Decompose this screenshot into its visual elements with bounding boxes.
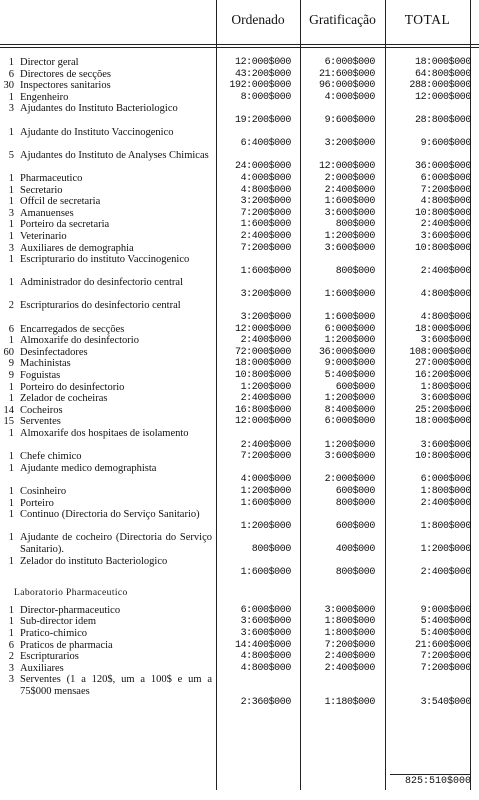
row-label: Desinfectadores: [20, 346, 88, 358]
gratificacao-value: 1:200$000: [324, 230, 375, 242]
row-description: [0, 405, 212, 417]
row-description: [0, 663, 212, 675]
total-value: 2:400$000: [420, 567, 471, 579]
table-row: [0, 347, 479, 359]
row-quantity: 1: [8, 219, 14, 231]
row-description: [0, 486, 212, 498]
ordenado-value: 1:600$000: [240, 567, 291, 579]
row-description: [0, 428, 212, 440]
total-value: 18:000$000: [414, 323, 471, 335]
ordenado-value: 4:000$000: [240, 172, 291, 184]
gratificacao-value: 9:600$000: [324, 114, 375, 126]
gratificacao-value: 800$000: [335, 497, 375, 509]
row-description: [0, 57, 212, 69]
ordenado-value: 3:200$000: [240, 196, 291, 208]
row-quantity: 1: [8, 428, 14, 439]
row-quantity: 9: [8, 358, 14, 370]
ordenado-value: 2:400$000: [240, 393, 291, 405]
gratificacao-value: 3:600$000: [324, 242, 375, 254]
header-rule: [0, 47, 479, 48]
row-description: [0, 277, 212, 289]
row-label: Praticos de pharmacia: [20, 639, 113, 651]
total-value: 18:000$000: [414, 416, 471, 428]
total-value: 5:400$000: [420, 627, 471, 639]
gratificacao-value: 9:000$000: [324, 358, 375, 370]
row-label: Ajudante medico demographista: [20, 462, 157, 474]
row-quantity: 1: [8, 509, 14, 521]
table-row: [0, 92, 479, 104]
total-value: 6:000$000: [420, 172, 471, 184]
row-quantity: 1: [8, 555, 14, 567]
row-description: [0, 219, 212, 231]
gratificacao-value: 4:000$000: [324, 91, 375, 103]
table-row: [0, 127, 479, 150]
ordenado-value: 3:600$000: [240, 627, 291, 639]
row-quantity: 3: [8, 242, 14, 254]
row-description: [0, 150, 212, 162]
total-value: 2:400$000: [420, 497, 471, 509]
table-row: [0, 277, 479, 300]
row-quantity: 1: [8, 335, 14, 347]
table-row: [0, 509, 479, 532]
table-row: [0, 335, 479, 347]
row-label: Director geral: [20, 57, 79, 68]
total-value: 2:400$000: [420, 219, 471, 231]
gratificacao-value: 3:000$000: [324, 604, 375, 616]
ordenado-value: 12:000$000: [234, 416, 291, 428]
row-description: [0, 640, 212, 652]
total-value: 27:000$000: [414, 358, 471, 370]
row-description: [0, 370, 212, 382]
gratificacao-value: 2:000$000: [324, 474, 375, 486]
grand-total: 825:510$000: [404, 776, 471, 787]
gratificacao-value: 600$000: [335, 381, 375, 393]
row-description: [0, 382, 212, 394]
row-label: Almoxarife dos hospitaes de isolamento: [20, 428, 189, 439]
total-value: 1:800$000: [420, 485, 471, 497]
row-description: [0, 358, 212, 370]
table-row: [0, 254, 479, 277]
ordenado-value: 24:000$000: [234, 161, 291, 173]
row-description: [0, 324, 212, 336]
row-description: [0, 254, 212, 266]
gratificacao-value: 5:400$000: [324, 370, 375, 382]
ordenado-value: 2:360$000: [240, 697, 291, 709]
salary-table: [0, 57, 479, 709]
row-label: Zelador de cocheiras: [20, 393, 108, 405]
ordenado-value: 7:200$000: [240, 207, 291, 219]
row-label: Ajudantes do Instituto de Analyses Chimicas: [20, 149, 209, 161]
gratificacao-value: 6:000$000: [324, 57, 375, 68]
row-quantity: 1: [8, 196, 14, 208]
ordenado-value: 12:000$000: [234, 323, 291, 335]
ordenado-value: 14:400$000: [234, 639, 291, 651]
gratificacao-value: 1:200$000: [324, 335, 375, 347]
ordenado-value: 10:800$000: [234, 370, 291, 382]
row-label: Escripturario do instituto Vaccinogenico: [20, 254, 190, 266]
row-label: Porteiro: [20, 497, 54, 509]
row-quantity: 3: [8, 674, 14, 686]
ordenado-value: 1:600$000: [240, 497, 291, 509]
row-quantity: 1: [8, 126, 14, 138]
row-quantity: 3: [8, 207, 14, 219]
row-quantity: 1: [8, 172, 14, 184]
ordenado-value: 19:200$000: [234, 114, 291, 126]
table-row: [0, 208, 479, 220]
gratificacao-value: 7:200$000: [324, 639, 375, 651]
total-value: 21:600$000: [414, 639, 471, 651]
row-quantity: 1: [8, 277, 14, 289]
header-ordenado: Ordenado: [231, 12, 285, 27]
gratificacao-value: 6:000$000: [324, 323, 375, 335]
table-row: [0, 405, 479, 417]
total-value: 3:540$000: [420, 697, 471, 709]
row-description: [0, 451, 212, 463]
row-label: Zelador do instituto Bacteriologico: [20, 555, 168, 567]
total-value: 28:800$000: [414, 114, 471, 126]
gratificacao-value: 1:200$000: [324, 393, 375, 405]
row-label: Ajudante de cocheiro (Directoria do Serviço Sanitario).: [20, 532, 212, 555]
total-value: 4:800$000: [420, 312, 471, 324]
row-description: [0, 231, 212, 243]
row-quantity: 1: [8, 485, 14, 497]
row-description: [0, 674, 212, 697]
row-label: Foguistas: [20, 370, 61, 382]
total-value: 2:400$000: [420, 265, 471, 277]
row-label: Auxiliares: [20, 662, 64, 674]
total-value: 64:800$000: [414, 68, 471, 80]
row-quantity: 1: [8, 91, 14, 103]
total-value: 10:800$000: [414, 451, 471, 463]
table-row: [0, 382, 479, 394]
gratificacao-value: 12:000$000: [318, 161, 375, 173]
ordenado-value: 1:600$000: [240, 219, 291, 231]
row-label: Pharmaceutico: [20, 172, 83, 184]
row-label: Cosinheiro: [20, 485, 67, 497]
table-row: [0, 370, 479, 382]
row-description: [0, 509, 212, 521]
row-quantity: 14: [3, 404, 14, 416]
ordenado-value: 1:600$000: [240, 265, 291, 277]
row-quantity: 15: [3, 416, 14, 428]
row-quantity: 3: [8, 103, 14, 115]
row-description: [0, 498, 212, 510]
total-value: 7:200$000: [420, 184, 471, 196]
table-row: [0, 556, 479, 579]
row-quantity: 2: [8, 651, 14, 663]
row-quantity: 1: [8, 254, 14, 266]
row-description: [0, 69, 212, 81]
row-description: [0, 92, 212, 104]
total-value: 7:200$000: [420, 662, 471, 674]
row-label: Engenheiro: [20, 91, 69, 103]
row-quantity: 30: [3, 80, 14, 92]
total-value: 18:000$000: [414, 57, 471, 68]
table-row: [0, 532, 479, 555]
ordenado-value: 4:800$000: [240, 651, 291, 663]
row-description: [0, 416, 212, 428]
row-label: Director-pharmaceutico: [20, 604, 121, 616]
row-description: [0, 127, 212, 139]
ordenado-value: 3:600$000: [240, 616, 291, 628]
table-row: [0, 393, 479, 405]
gratificacao-value: 1:600$000: [324, 312, 375, 324]
row-label: Veterinario: [20, 230, 67, 242]
gratificacao-value: 400$000: [335, 543, 375, 555]
row-description: [0, 335, 212, 347]
gratificacao-value: 3:600$000: [324, 207, 375, 219]
table-row: [0, 173, 479, 185]
row-quantity: 1: [8, 381, 14, 393]
gratificacao-value: 800$000: [335, 219, 375, 231]
row-label: Auxiliares de demographia: [20, 242, 134, 254]
ordenado-value: 2:400$000: [240, 439, 291, 451]
table-row: [0, 628, 479, 640]
row-quantity: 2: [8, 300, 14, 312]
table-row: [0, 150, 479, 173]
total-value: 3:600$000: [420, 439, 471, 451]
ordenado-value: 1:200$000: [240, 520, 291, 532]
row-quantity: 5: [8, 149, 14, 161]
gratificacao-value: 3:200$000: [324, 138, 375, 150]
row-label: Ajudante do Instituto Vaccinogenico: [20, 126, 174, 138]
ordenado-value: 4:000$000: [240, 474, 291, 486]
gratificacao-value: 21:600$000: [318, 68, 375, 80]
row-description: [0, 300, 212, 312]
table-row: [0, 416, 479, 428]
row-label: Escripturarios: [20, 651, 79, 663]
gratificacao-value: 1:600$000: [324, 196, 375, 208]
gratificacao-value: 6:000$000: [324, 416, 375, 428]
ordenado-value: 4:800$000: [240, 184, 291, 196]
gratificacao-value: 36:000$000: [318, 346, 375, 358]
gratificacao-value: 2:400$000: [324, 662, 375, 674]
row-label: Porteiro do desinfectorio: [20, 381, 125, 393]
row-label: Escripturarios do desinfectorio central: [20, 300, 181, 312]
row-description: [0, 393, 212, 405]
header-gratificacao: Gratificação: [309, 12, 376, 27]
total-value: 9:600$000: [420, 138, 471, 150]
total-value: 7:200$000: [420, 651, 471, 663]
ordenado-value: 6:400$000: [240, 138, 291, 150]
table-row: [0, 358, 479, 370]
gratificacao-value: 3:600$000: [324, 451, 375, 463]
table-row: [0, 486, 479, 498]
row-label: Inspectores sanitarios: [20, 80, 111, 92]
gratificacao-value: 600$000: [335, 485, 375, 497]
row-label: Machinistas: [20, 358, 71, 370]
ordenado-value: 800$000: [251, 543, 291, 555]
total-value: 10:800$000: [414, 242, 471, 254]
gratificacao-value: 2:400$000: [324, 651, 375, 663]
row-description: [0, 532, 212, 555]
gratificacao-value: 1:200$000: [324, 439, 375, 451]
ordenado-value: 8:000$000: [240, 91, 291, 103]
gratificacao-value: 2:000$000: [324, 172, 375, 184]
row-label: Pratico-chimico: [20, 627, 88, 639]
row-quantity: 3: [8, 662, 14, 674]
table-row: [0, 185, 479, 197]
row-quantity: 1: [8, 532, 14, 544]
row-description: [0, 103, 212, 115]
total-value: 36:000$000: [414, 161, 471, 173]
total-value: 12:000$000: [414, 91, 471, 103]
table-row: [0, 451, 479, 463]
table-row: [0, 605, 479, 617]
row-label: Chefe chimico: [20, 451, 82, 463]
row-label: Amanuenses: [20, 207, 74, 219]
gratificacao-value: 2:400$000: [324, 184, 375, 196]
ordenado-value: 7:200$000: [240, 451, 291, 463]
row-description: [0, 208, 212, 220]
row-quantity: 1: [8, 627, 14, 639]
row-label: Offcil de secretaria: [20, 196, 101, 208]
row-quantity: 1: [8, 497, 14, 509]
row-description: [0, 605, 212, 617]
ordenado-value: 2:400$000: [240, 230, 291, 242]
header-total: TOTAL: [404, 12, 451, 27]
row-description: [0, 185, 212, 197]
total-value: 3:600$000: [420, 230, 471, 242]
row-quantity: 6: [8, 323, 14, 335]
row-description: [0, 196, 212, 208]
row-label: Sub-director idem: [20, 616, 97, 628]
row-description: [0, 463, 212, 475]
total-value: 25:200$000: [414, 404, 471, 416]
row-description: [0, 173, 212, 185]
gratificacao-value: 1:800$000: [324, 627, 375, 639]
table-row: [0, 428, 479, 451]
total-value: 6:000$000: [420, 474, 471, 486]
total-value: 1:800$000: [420, 520, 471, 532]
table-row: [0, 300, 479, 323]
total-value: 3:600$000: [420, 393, 471, 405]
row-quantity: 1: [8, 462, 14, 474]
table-row: [0, 674, 479, 709]
row-label: Serventes (1 a 120$, um a 100$ e um a 75$000 mensaes: [20, 674, 212, 697]
table-row: [0, 231, 479, 243]
ordenado-value: 18:000$000: [234, 358, 291, 370]
total-value: 4:800$000: [420, 196, 471, 208]
row-description: [0, 628, 212, 640]
gratificacao-value: 1:600$000: [324, 288, 375, 300]
total-value: 3:600$000: [420, 335, 471, 347]
gratificacao-value: 1:800$000: [324, 616, 375, 628]
row-quantity: 1: [8, 230, 14, 242]
row-label: Encarregados de secções: [20, 323, 125, 335]
ordenado-value: 3:200$000: [240, 288, 291, 300]
ordenado-value: 3:200$000: [240, 312, 291, 324]
ordenado-value: 16:800$000: [234, 404, 291, 416]
table-row: [0, 640, 479, 652]
ordenado-value: 2:400$000: [240, 335, 291, 347]
gratificacao-value: 800$000: [335, 567, 375, 579]
row-description: [0, 556, 212, 568]
total-value: 4:800$000: [420, 288, 471, 300]
ordenado-value: 72:000$000: [234, 346, 291, 358]
row-label: Porteiro da secretaria: [20, 219, 110, 231]
total-value: 1:200$000: [420, 543, 471, 555]
ordenado-value: 43:200$000: [234, 68, 291, 80]
section-title: Laboratorio Pharmaceutico: [14, 587, 128, 598]
total-value: 9:000$000: [420, 604, 471, 616]
row-description: [0, 347, 212, 359]
table-row: [0, 243, 479, 255]
table-row: [0, 69, 479, 81]
row-quantity: 9: [8, 370, 14, 382]
total-value: 288:000$000: [409, 80, 471, 92]
row-quantity: 1: [8, 604, 14, 616]
table-row: [0, 616, 479, 628]
table-row: [0, 80, 479, 92]
ordenado-value: 12:000$000: [234, 57, 291, 68]
row-label: Almoxarife do desinfectorio: [20, 335, 139, 347]
row-description: [0, 651, 212, 663]
total-value: 5:400$000: [420, 616, 471, 628]
row-label: Secretario: [20, 184, 63, 196]
row-quantity: 1: [8, 393, 14, 405]
row-label: Directores de secções: [20, 68, 111, 80]
table-row: [0, 324, 479, 336]
ordenado-value: 6:000$000: [240, 604, 291, 616]
header-rule: [0, 44, 479, 45]
row-description: [0, 243, 212, 255]
table-row: [0, 498, 479, 510]
row-quantity: 1: [8, 184, 14, 196]
row-description: [0, 616, 212, 628]
table-row: [0, 663, 479, 675]
total-value: 1:800$000: [420, 381, 471, 393]
gratificacao-value: 600$000: [335, 520, 375, 532]
row-label: Cocheiros: [20, 404, 63, 416]
row-label: Continuo (Directoria do Serviço Sanitario): [20, 509, 200, 521]
row-quantity: 1: [8, 57, 14, 68]
gratificacao-value: 1:180$000: [324, 697, 375, 709]
total-value: 108:000$000: [409, 346, 471, 358]
table-row: [0, 103, 479, 126]
row-description: [0, 80, 212, 92]
row-quantity: 60: [3, 346, 14, 358]
ordenado-value: 4:800$000: [240, 662, 291, 674]
row-label: Serventes: [20, 416, 61, 428]
table-row: [0, 651, 479, 663]
gratificacao-value: 96:000$000: [318, 80, 375, 92]
gratificacao-value: 8:400$000: [324, 404, 375, 416]
ordenado-value: 192:000$000: [229, 80, 291, 92]
table-row: [0, 463, 479, 486]
row-quantity: 6: [8, 639, 14, 651]
total-value: 10:800$000: [414, 207, 471, 219]
table-row: [0, 57, 479, 69]
gratificacao-value: 800$000: [335, 265, 375, 277]
row-quantity: 6: [8, 68, 14, 80]
ordenado-value: 1:200$000: [240, 485, 291, 497]
table-row: [0, 196, 479, 208]
total-value: 16:200$000: [414, 370, 471, 382]
row-label: Ajudantes do Instituto Bacteriologico: [20, 103, 178, 115]
total-rule: [390, 774, 470, 775]
row-quantity: 1: [8, 616, 14, 628]
ordenado-value: 7:200$000: [240, 242, 291, 254]
ordenado-value: 1:200$000: [240, 381, 291, 393]
row-label: Administrador do desinfectorio central: [20, 277, 183, 289]
table-row: [0, 219, 479, 231]
row-quantity: 1: [8, 451, 14, 463]
